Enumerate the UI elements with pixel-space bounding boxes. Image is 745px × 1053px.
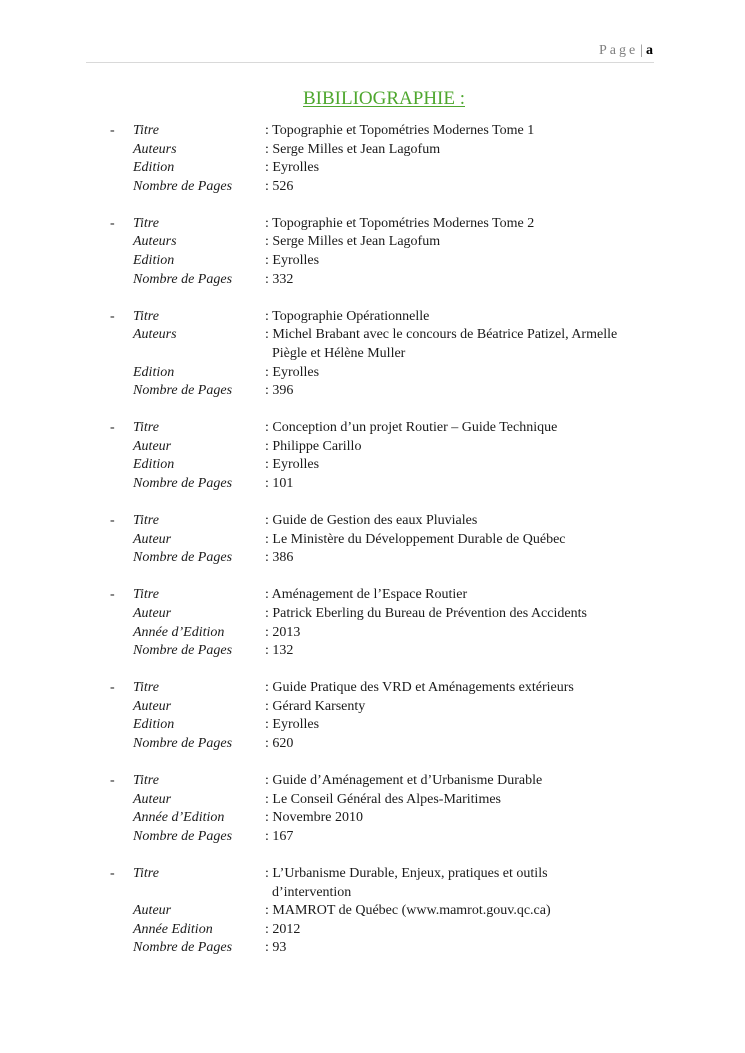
field-value: : Michel Brabant avec le concours de Béatrice Patizel, Armelle [265,327,618,343]
field-label: Titre [133,123,159,138]
page-word: Page [598,43,639,58]
field-label: Auteur [133,438,172,454]
entry-field [110,716,650,735]
entry-field [110,698,650,717]
bibliography-entry [110,122,650,196]
field-label: Année d’Edition [133,810,225,826]
field-label: Titre [133,308,159,324]
field-value: : Eyrolles [265,253,320,269]
entry-field [110,364,650,383]
field-label: Edition [133,160,175,176]
field-label: Auteur [133,698,172,714]
field-label: Nombre de Pages [133,828,233,844]
field-label: Nombre de Pages [133,940,233,956]
field-value: : Eyrolles [265,717,320,733]
field-value-wrap [265,141,650,160]
list-bullet: - [110,123,115,138]
field-label: Edition [133,253,175,269]
page-title: BIBILIOGRAPHIE : [302,88,466,109]
field-value-wrap [265,122,650,141]
list-bullet: - [110,866,115,881]
field-label: Titre [133,773,159,789]
field-value: : Guide Pratique des VRD et Aménagements extérieurs [265,680,574,696]
field-value-wrap [265,159,650,178]
field-value-wrap [265,364,650,383]
entry-field [110,178,650,197]
field-label: Titre [133,513,159,529]
entry-field [110,791,650,810]
field-value-wrap [265,456,650,475]
list-bullet: - [110,680,115,696]
field-value-wrap [265,624,650,643]
entry-field [110,902,650,921]
entry-field [110,233,650,252]
entry-field [110,271,650,290]
field-value: : 332 [265,271,294,287]
field-value-wrap [265,252,650,271]
field-value-wrap [265,698,650,717]
field-value-wrap [265,939,650,958]
field-value-wrap [265,438,650,457]
field-label: Titre [133,587,159,603]
field-label: Année d’Edition [133,624,225,640]
field-value-continuation: d’intervention [272,884,352,900]
field-label: Edition [133,457,175,473]
field-label: Auteur [133,791,172,807]
field-value: : 167 [265,828,294,844]
entry-field [110,809,650,828]
field-value: : Le Conseil Général des Alpes-Maritimes [265,791,501,807]
field-label: Année Edition [133,921,213,937]
field-value: : Eyrolles [265,160,320,176]
field-value: : Novembre 2010 [265,810,363,826]
field-value-wrap [265,475,650,494]
field-value-wrap [265,865,650,902]
field-value-wrap [265,772,650,791]
field-value-wrap [265,642,650,661]
entry-field [110,586,650,605]
entry-field [110,475,650,494]
field-value-wrap [265,902,650,921]
field-label: Nombre de Pages [133,178,233,194]
field-value-wrap [265,679,650,698]
field-value-wrap [265,308,650,327]
page-separator: | [640,43,643,58]
bibliography-entry [110,512,650,568]
list-bullet: - [110,308,115,324]
field-value: : 396 [265,383,294,399]
entry-field [110,865,650,902]
field-value: : Eyrolles [265,457,320,473]
field-label: Titre [133,215,159,231]
field-value-wrap [265,531,650,550]
field-value-wrap [265,586,650,605]
entry-field [110,828,650,847]
field-value: : 101 [265,476,294,491]
field-label: Nombre de Pages [133,271,233,287]
field-label: Auteur [133,605,172,621]
field-value: : 132 [265,643,294,659]
field-label: Edition [133,717,175,733]
field-value-wrap [265,326,650,363]
field-value: : Serge Milles et Jean Lagofum [265,141,441,157]
field-value-wrap [265,716,650,735]
field-label: Nombre de Pages [133,383,233,399]
field-value: : Conception d’un projet Routier – Guide Technique [265,420,558,436]
field-value: : 620 [265,736,294,752]
entry-field [110,921,650,940]
entry-field [110,605,650,624]
field-value-wrap [265,791,650,810]
field-value: : Guide de Gestion des eaux Pluviales [265,513,478,529]
list-bullet: - [110,773,115,789]
entry-field [110,382,650,401]
field-value-wrap [265,921,650,940]
field-label: Auteurs [133,234,177,250]
page-header [599,43,653,59]
field-label: Titre [133,680,159,696]
entry-field [110,531,650,550]
field-label: Auteurs [133,141,177,157]
header-rule [86,62,654,63]
field-value: : Gérard Karsenty [265,698,366,714]
entry-field [110,772,650,791]
entry-field [110,512,650,531]
bibliography-list [110,122,650,976]
bibliography-entry [110,679,650,753]
entry-field [110,735,650,754]
field-value: : Le Ministère du Développement Durable de Québec [265,531,566,547]
field-value: : Patrick Eberling du Bureau de Prévention des Accidents [265,605,587,621]
field-value-wrap [265,419,650,438]
entry-field [110,624,650,643]
field-value: : 2012 [265,921,301,937]
field-label: Auteur [133,531,172,547]
field-value: : Topographie et Topométries Modernes Tome 1 [265,123,535,138]
list-bullet: - [110,215,115,231]
field-value: : MAMROT de Québec (www.mamrot.gouv.qc.ca) [265,903,551,919]
field-value-wrap [265,271,650,290]
field-label: Nombre de Pages [133,643,233,659]
field-label: Auteurs [133,327,177,343]
field-value-continuation: Piègle et Hélène Muller [272,345,406,361]
entry-field [110,308,650,327]
field-label: Nombre de Pages [133,476,233,491]
field-value: : Philippe Carillo [265,438,362,454]
entry-field [110,122,650,141]
page-number: a [646,43,653,58]
field-value: : 526 [265,178,294,194]
bibliography-entry [110,865,650,958]
field-value-wrap [265,549,650,568]
entry-field [110,159,650,178]
list-bullet: - [110,587,115,603]
entry-field [110,679,650,698]
field-value-wrap [265,178,650,197]
field-value: : 2013 [265,624,301,640]
field-value: : Guide d’Aménagement et d’Urbanisme Durable [265,773,543,789]
field-value-wrap [265,735,650,754]
entry-field [110,549,650,568]
entry-field [110,939,650,958]
list-bullet: - [110,420,115,436]
field-label: Edition [133,364,175,380]
entry-field [110,456,650,475]
field-label: Nombre de Pages [133,550,233,566]
field-value: : Eyrolles [265,364,320,380]
field-label: Nombre de Pages [133,736,233,752]
field-value: : Aménagement de l’Espace Routier [265,587,468,603]
entry-field [110,642,650,661]
field-value: : L’Urbanisme Durable, Enjeux, pratiques et outils [265,866,548,881]
field-value: : Topographie Opérationnelle [265,308,430,324]
entry-field [110,252,650,271]
field-value-wrap [265,233,650,252]
field-value-wrap [265,512,650,531]
field-value-wrap [265,215,650,234]
field-value: : 386 [265,550,294,566]
field-label: Titre [133,866,159,881]
bibliography-entry [110,215,650,289]
field-value-wrap [265,828,650,847]
field-label: Titre [133,420,159,436]
field-value: : 93 [265,940,287,956]
field-value-wrap [265,605,650,624]
field-value: : Serge Milles et Jean Lagofum [265,234,441,250]
field-value-wrap [265,382,650,401]
bibliography-entry [110,419,650,493]
entry-field [110,438,650,457]
list-bullet: - [110,513,115,529]
bibliography-entry [110,772,650,846]
bibliography-entry [110,586,650,660]
field-value-wrap [265,809,650,828]
entry-field [110,419,650,438]
field-label: Auteur [133,903,172,919]
field-value: : Topographie et Topométries Modernes Tome 2 [265,215,535,231]
entry-field [110,326,650,363]
bibliography-entry [110,308,650,401]
entry-field [110,215,650,234]
entry-field [110,141,650,160]
